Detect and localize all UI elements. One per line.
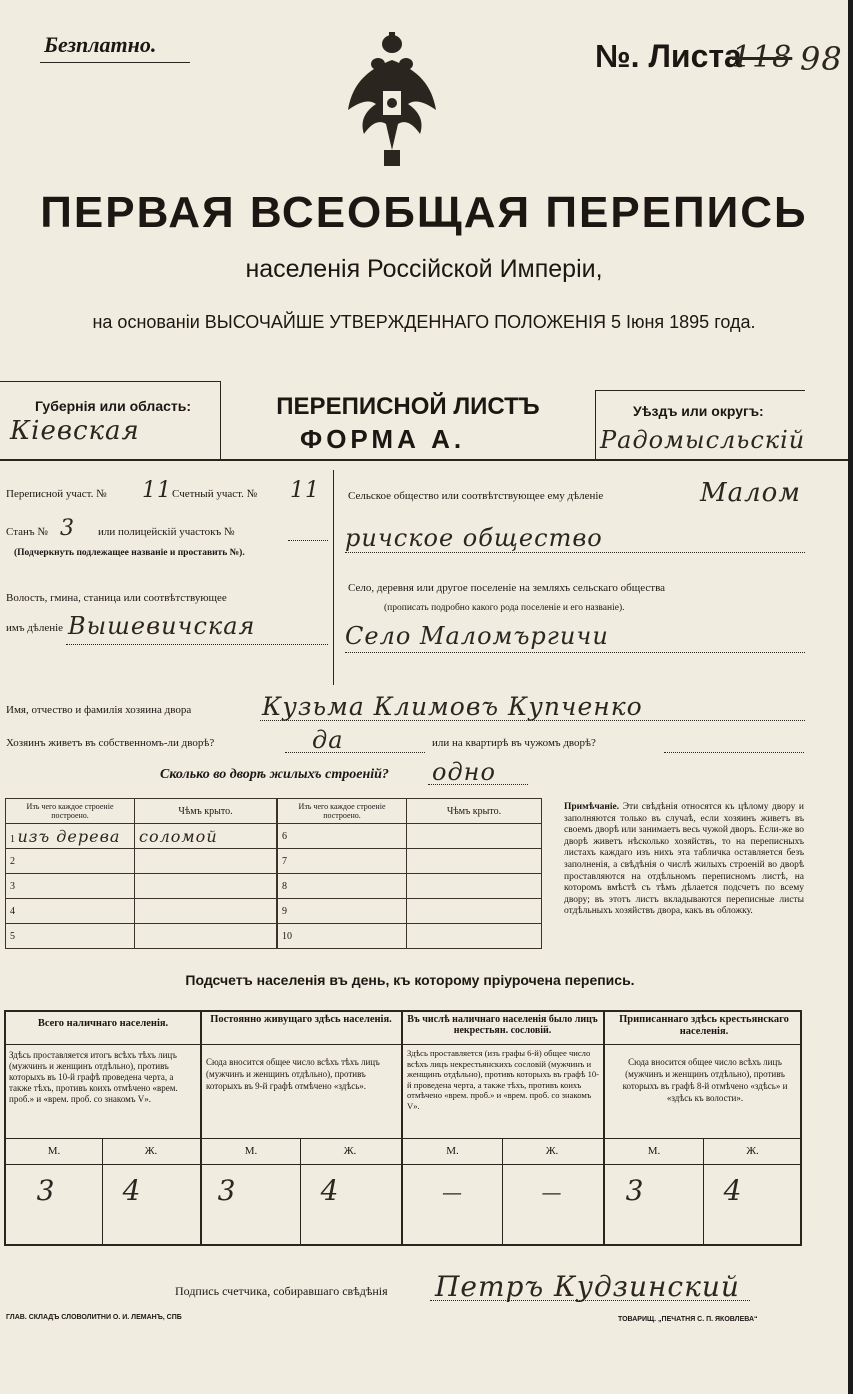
census-subtitle: населенія Россійской Имперіи,	[245, 255, 603, 283]
table-row: 6	[278, 824, 407, 849]
count-desc-assigned: Сюда вносится общее число всѣхъ лицъ (мужчинъ и женщинъ отдѣльно), противъ которыхъ въ графѣ 8-й отмѣчено «здѣсь» и «здѣсь къ волости».	[622, 1057, 788, 1103]
count-m-label-4: М.	[647, 1145, 661, 1157]
count-f-label-4: Ж.	[746, 1145, 759, 1157]
table-row: 5	[6, 924, 135, 949]
owner-name-value: Кузьма Климовъ Купченко	[262, 692, 643, 721]
count-head-total: Всего наличнаго населенія.	[37, 1018, 169, 1029]
buildings-value: одно	[432, 758, 496, 786]
count-f-value-2: 4	[320, 1174, 340, 1207]
printer-right: ТОВАРИЩ. „ПЕЧАТНЯ С. П. ЯКОВЛЕВА“	[618, 1316, 758, 1323]
count-m-label-1: М.	[47, 1145, 61, 1157]
census-title: ПЕРВАЯ ВСЕОБЩАЯ ПЕРЕПИСЬ	[40, 188, 808, 237]
count-f-value-3: —	[541, 1180, 563, 1204]
police-label: или полицейскій участокъ №	[98, 526, 235, 538]
roof-cell: соломой	[135, 824, 277, 849]
uezd-label: Уѣздъ или округъ:	[633, 403, 764, 419]
count-desc-total: Здѣсь проставляется итогъ всѣхъ тѣхъ лицъ (мужчинъ и женщинъ отдѣльно), противъ которыхъ въ 10-й графѣ проведена черта, а также тѣхъ, противъ коихъ отмѣчено «врем. проб.» и «врем. проб. со знакомъ V».	[9, 1050, 178, 1104]
count-m-value-3: —	[442, 1180, 463, 1204]
count-m-value-1: 3	[36, 1174, 56, 1207]
remark	[564, 802, 804, 918]
stan-label: Станъ №	[6, 526, 48, 538]
schet-uch-value: 11	[290, 478, 320, 503]
schet-uch-label: Счетный участ. №	[172, 488, 258, 500]
form-name: ФОРМА А.	[300, 424, 466, 454]
census-basis: на основаніи ВЫСОЧАЙШЕ УТВЕРЖДЕННАГО ПОЛОЖЕНІЯ 5 Іюня 1895 года.	[92, 312, 756, 332]
imperial-eagle-emblem	[346, 30, 438, 170]
count-desc-nonpeasant: Здѣсь проставляется (изъ графы 6-й) общее число всѣхъ лицъ некрестьянскихъ сословій (мужчинъ и женщинъ отдѣльно), противъ которыхъ въ графѣ 10-й проведена черта, а также тѣхъ, противъ коихъ отмѣчено «врем. проб.» и «врем. проб. со знакомъ V».	[407, 1048, 600, 1111]
own-yard-value: да	[312, 726, 344, 754]
perepis-uch-label: Переписной участ. №	[6, 488, 107, 500]
buildings-col-roof: Чѣмъ крыто.	[135, 799, 277, 824]
count-head-nonpeasant: Въ числѣ наличнаго населенія было лицъ некрестьян. сословій.	[407, 1014, 598, 1036]
volost-label: Волость, гмина, станица или соотвѣтствующее	[6, 592, 227, 604]
count-f-label-2: Ж.	[343, 1145, 357, 1157]
remark-label: Примѣчаніе.	[564, 802, 620, 812]
own-yard-label: Хозяинъ живетъ въ собственномъ-ли дворѣ?	[6, 737, 215, 749]
count-head-assigned: Приписаннаго здѣсь крестьянскаго населенія.	[619, 1014, 789, 1037]
perepis-uch-value: 11	[142, 478, 172, 503]
society-value-1: Малом	[700, 478, 801, 508]
count-f-value-1: 4	[122, 1174, 142, 1207]
village-note: (прописать подробно какого рода поселеніе и его названіе).	[384, 603, 625, 613]
table-row: 1 изъ дерева	[6, 824, 135, 849]
volost-label-2: имъ дѣленіе	[6, 622, 64, 634]
table-row: 9	[278, 899, 407, 924]
printer-left: ГЛАВ. СКЛАДЪ СЛОВОЛИТНИ О. И. ЛЕМАНЪ, СПБ	[6, 1314, 182, 1321]
sheet-number-label: №. Листа	[595, 38, 742, 74]
count-desc-permanent: Сюда вносится общее число всѣхъ тѣхъ лицъ (мужчинъ и женщинъ отдѣльно), противъ которыхъ въ 9-й графѣ отмѣчено «здѣсь».	[206, 1057, 380, 1091]
rented-label: или на квартирѣ въ чужомъ дворѣ?	[432, 737, 596, 749]
stan-note: (Подчеркнуть подлежащее названіе и проставить №).	[14, 548, 245, 558]
sheet-number-old: 118	[732, 40, 793, 75]
table-row: 10	[278, 924, 407, 949]
count-m-value-2: 3	[217, 1174, 237, 1207]
count-f-label-3: Ж.	[545, 1145, 559, 1157]
gubernia-label: Губернія или область:	[35, 398, 192, 414]
signature-label: Подпись счетчика, собиравшаго свѣдѣнія	[175, 1284, 388, 1298]
volost-value: Вышевичская	[68, 612, 256, 640]
sheet-number-new: 98	[800, 40, 843, 78]
signature-value: Петръ Кудзинский	[435, 1270, 740, 1303]
count-title: Подсчетъ населенія въ день, къ которому пріурочена перепись.	[185, 972, 635, 988]
table-row: 8	[278, 874, 407, 899]
count-m-value-4: 3	[625, 1174, 645, 1207]
table-row: 2	[6, 849, 135, 874]
buildings-table-left	[5, 798, 277, 949]
remark-text: Эти свѣдѣнія относятся къ цѣлому двору и заполняются только въ случаѣ, если хозяинъ живетъ въ своемъ дворѣ или занимаетъ весь чужой дворъ. Если-же во дворѣ живетъ нѣсколько хозяйствъ, то на переписныхъ листахъ каждаго изъ нихъ эта табличка оставляется безъ заполненія, а свѣдѣнія о числѣ жилыхъ строеній во дворѣ проставляются на отдѣльномъ переписномъ листѣ, на которомъ вмѣстѣ съ тѣмъ дѣлается подсчетъ по всему двору; въ этотъ листъ вкладываются переписные листы отдѣльныхъ хозяйствъ двора, какъ въ обложку.	[564, 802, 804, 917]
gubernia-value: Кіевская	[10, 416, 140, 446]
count-table	[4, 1010, 802, 1246]
sheet-title: ПЕРЕПИСНОЙ ЛИСТЪ	[276, 393, 540, 420]
table-row: 7	[278, 849, 407, 874]
buildings-table-right	[277, 798, 542, 949]
owner-name-label: Имя, отчество и фамилія хозяина двора	[6, 704, 192, 716]
buildings-col-roof-2: Чѣмъ крыто.	[407, 799, 542, 824]
table-row: 4	[6, 899, 135, 924]
village-value: Село Маломъргичи	[345, 622, 609, 650]
count-f-value-4: 4	[723, 1174, 743, 1207]
table-row: 3	[6, 874, 135, 899]
free-label: Безплатно.	[44, 32, 157, 57]
count-m-label-2: М.	[244, 1145, 258, 1157]
count-f-label-1: Ж.	[144, 1145, 158, 1157]
stan-value: 3	[60, 516, 75, 541]
buildings-col-material-2: Изъ чего каждое строеніе построено.	[278, 799, 407, 824]
buildings-label: Сколько во дворѣ жилыхъ строеній?	[160, 767, 389, 782]
count-m-label-3: М.	[446, 1145, 459, 1157]
buildings-col-material: Изъ чего каждое строеніе построено.	[6, 799, 135, 824]
society-label: Сельское общество или соотвѣтствующее ему дѣленіе	[348, 490, 604, 502]
society-value-2: ричское общество	[345, 524, 603, 552]
count-head-permanent: Постоянно живущаго здѣсь населенія.	[210, 1014, 392, 1025]
uezd-value: Радомысльскій	[600, 426, 806, 454]
village-label: Село, деревня или другое поселеніе на земляхъ сельскаго общества	[348, 582, 666, 594]
